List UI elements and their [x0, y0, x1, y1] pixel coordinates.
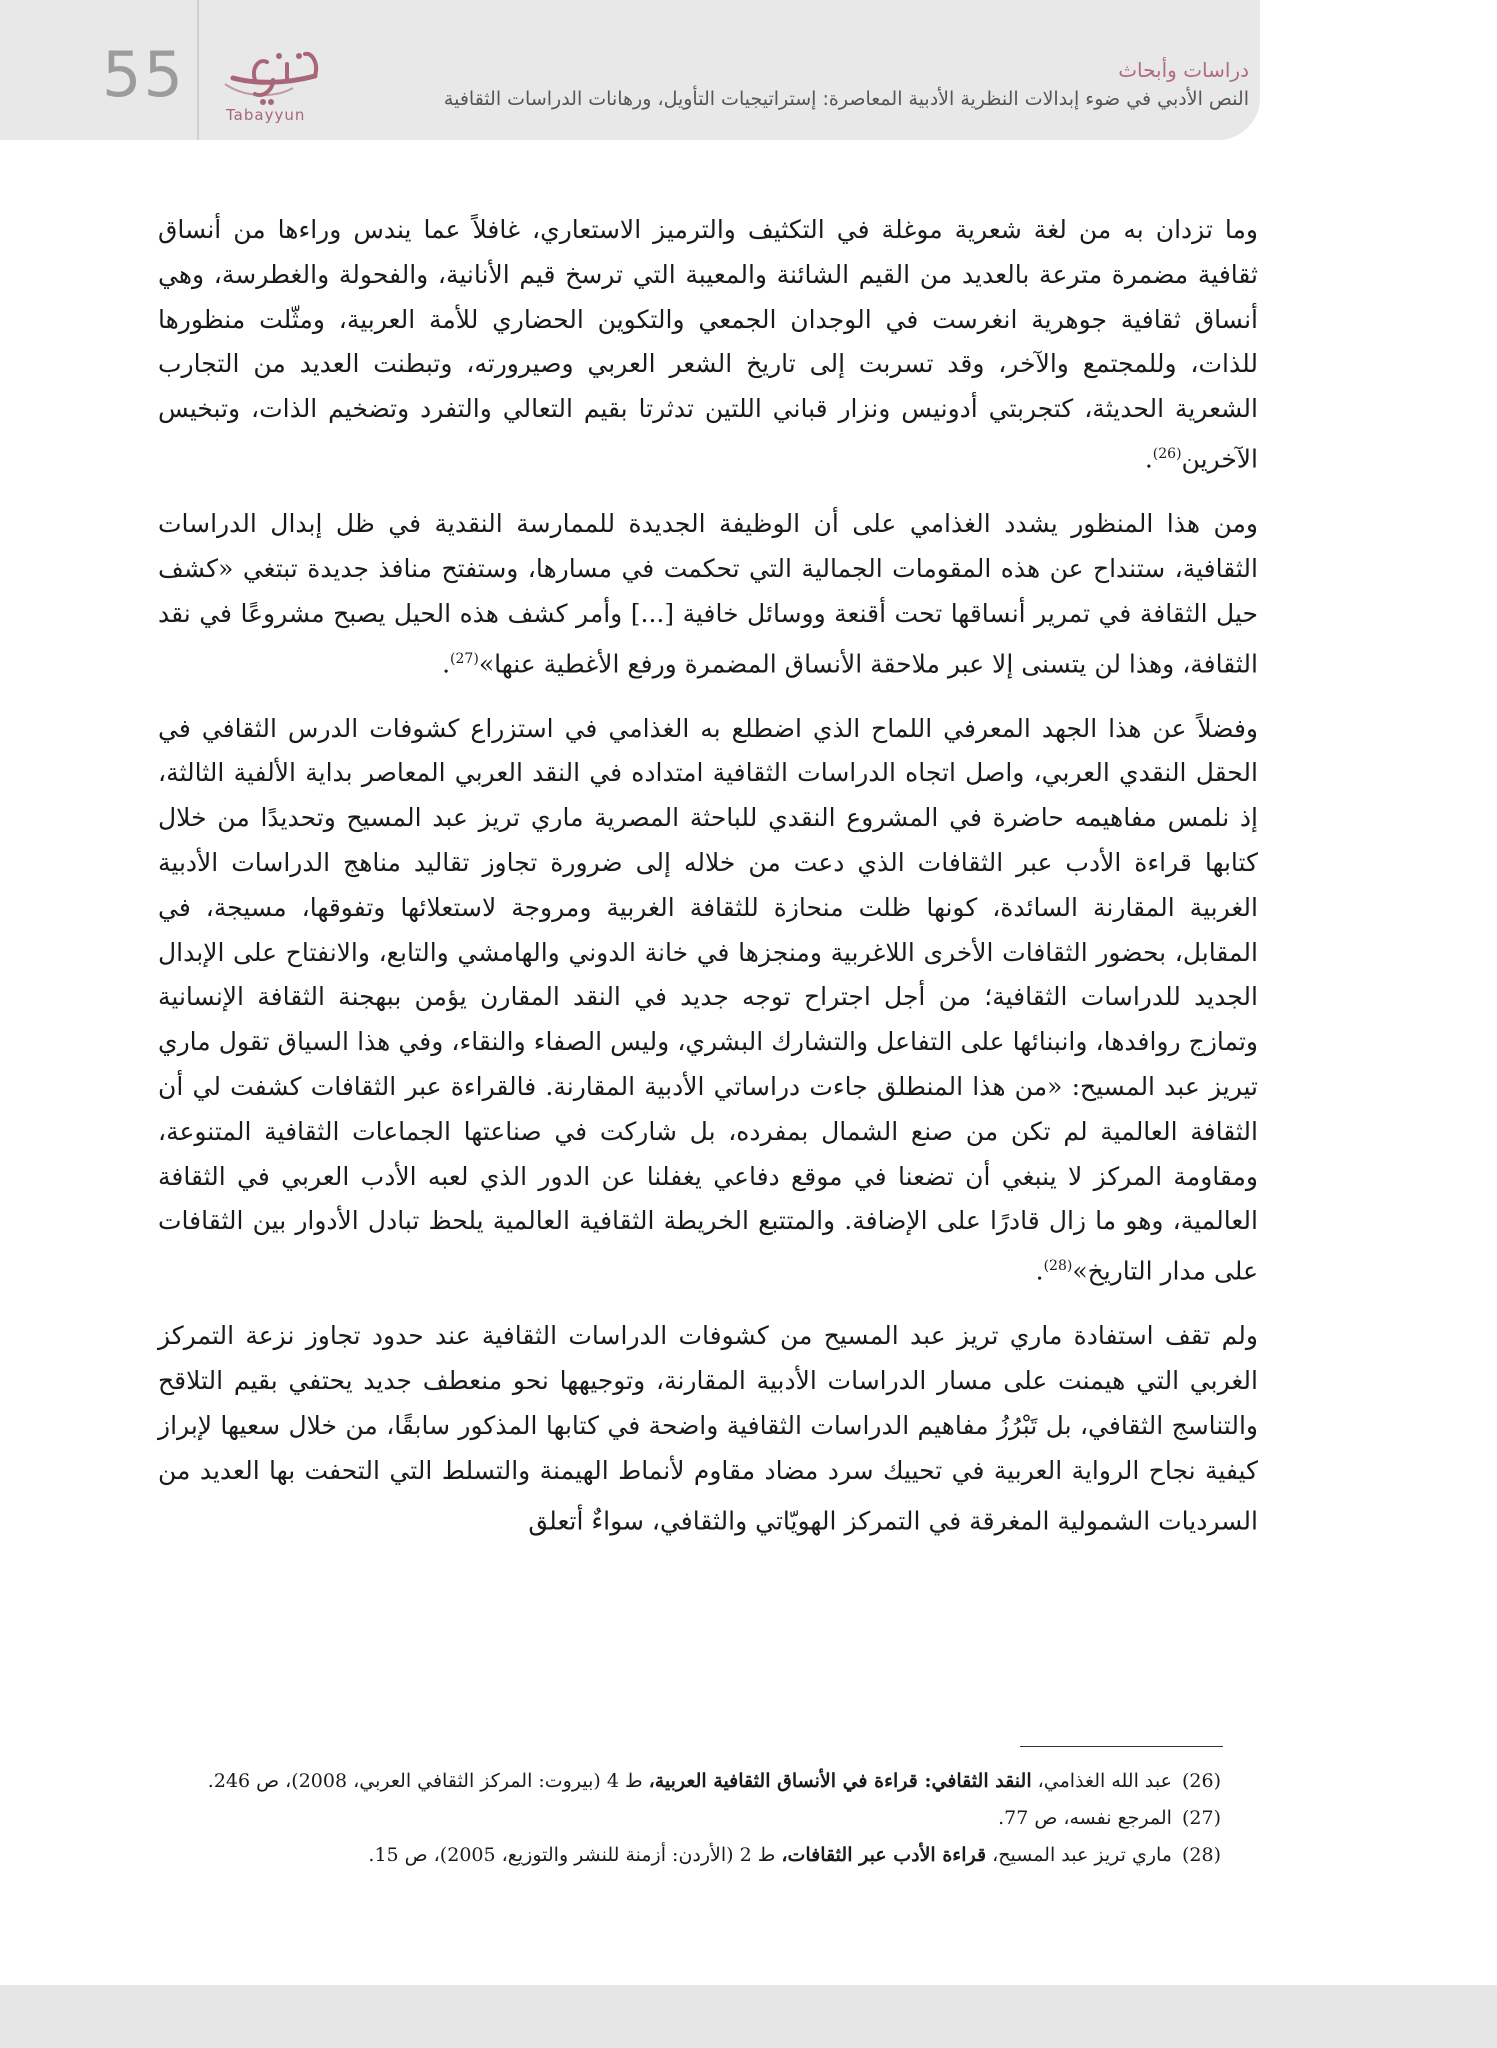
- article-body: [158, 208, 1258, 1564]
- footnote-ref-27[interactable]: (27): [450, 650, 479, 667]
- footnote-26: (26)عبد الله الغذامي، النقد الثقافي: قراءة في الأنساق الثقافية العربية، ط 4 (بيروت: المركز الثقافي العربي، 2008)، ص 246.: [207, 1770, 1221, 1792]
- footnote-ref-26[interactable]: (26): [1152, 445, 1182, 462]
- footnote-book-title: قراءة الأدب عبر الثقافات،: [781, 1844, 987, 1866]
- page-footer-band: [0, 1985, 1497, 2048]
- page-number: 55: [102, 38, 185, 111]
- paragraph-3: وفضلاً عن هذا الجهد المعرفي اللماح الذي اضطلع به الغذامي في استزراع كشوفات الدرس الثقافي في الحقل النقدي العربي، واصل اتجاه الدراسات الثقافية امتداده في النقد العربي المعاصر بداية الألفية الثالثة، إذ نلمس مفاهيمه حاضرة في المشروع النقدي للباحثة المصرية ماري تريز عبد المسيح وتحديدًا من خلال كتابها قراءة الأدب عبر الثقافات الذي دعت من خلاله إلى ضرورة تجاوز تقاليد مناهج الدراسات الأدبية الغربية المقارنة السائدة، كونها ظلت منحازة للثقافة الغربية ومروجة لاستعلائها وتفوقها، مسيجة، في المقابل، بحضور الثقافات الأخرى اللاغربية ومنجزها في خانة الدوني والهامشي والتابع، والانفتاح على الإبدال الجديد للدراسات الثقافية؛ من أجل اجتراح توجه جديد في النقد المقارن يؤمن ببهجنة الثقافة الإنسانية وتمازج روافدها، وانبنائها على التفاعل والتشارك البشري، وليس الصفاء والنقاء، وفي هذا السياق تقول ماري تيريز عبد المسيح: «من هذا المنطلق جاءت دراساتي الأدبية المقارنة. فالقراءة عبر الثقافات كشفت لي أن الثقافة العالمية لم تكن من صنع الشمال بمفرده، بل شاركت في صناعتها الجماعات الثقافية المتنوعة، ومقاومة المركز لا ينبغي أن تضعنا في موقع دفاعي يغفلنا عن الدور الذي لعبه الأدب العربي في الثقافة العالمية، وهو ما زال قادرًا على الإضافة. والمتتبع الخريطة الثقافية العالمية يلحظ تبادل الأدوار بين الثقافات على مدار التاريخ»$^{(28)}$.: [158, 713, 1258, 1286]
- footnote-27: (27)المرجع نفسه، ص 77.: [998, 1807, 1221, 1829]
- footnote-ref-28[interactable]: (28): [1043, 1258, 1073, 1275]
- footnotes: [158, 1763, 1221, 1874]
- paragraph-1: وما تزدان به من لغة شعرية موغلة في التكثيف والترميز الاستعاري، غافلاً عما يندس وراءها من أنساق ثقافية مضمرة مترعة بالعديد من القيم الشائنة والمعيبة التي ترسخ قيم الأنانية، والفحولة والغطرسة، وهي أنساق ثقافية جوهرية انغرست في الوجدان الجمعي والتكوين الحضاري للأمة العربية، ومثّلت منظورها للذات، وللمجتمع والآخر، وقد تسربت إلى تاريخ الشعر العربي وصيرورته، وتبطنت العديد من التجارب الشعرية الحديثة، كتجربتي أدونيس ونزار قباني اللتين تدثرتا بقيم التعالي والتفرد وتضخيم الذات، وتبخيس الآخرين$^{(26)}$.: [158, 215, 1258, 474]
- footnote-book-title: النقد الثقافي: قراءة في الأنساق الثقافية العربية،: [648, 1770, 1032, 1792]
- footnote-28: (28)ماري تريز عبد المسيح، قراءة الأدب عبر الثقافات، ط 2 (الأردن: أزمنة للنشر والتوزيع، 2005)، ص 15.: [368, 1844, 1221, 1866]
- header-divider: [197, 0, 199, 140]
- paragraph-2: ومن هذا المنظور يشدد الغذامي على أن الوظيفة الجديدة للممارسة النقدية في ظل إبدال الدراسات الثقافية، ستنداح عن هذه المقومات الجمالية التي تحكمت في مسارها، وستفتح منافذ جديدة تبتغي «كشف حيل الثقافة في تمرير أنساقها تحت أقنعة ووسائل خافية [...] وأمر كشف هذه الحيل يصبح مشروعًا في نقد الثقافة، وهذا لن يتسنى إلا عبر ملاحقة الأنساق المضمرة ورفع الأغطية عنها»$^{(27)}$.: [158, 509, 1258, 678]
- running-title: النص الأدبي في ضوء إبدالات النظرية الأدبية المعاصرة: إستراتيجيات التأويل، ورهانات الدراسات الثقافية: [443, 88, 1249, 110]
- footnote-separator: [1020, 1746, 1223, 1747]
- logo-wordmark: Tabayyun: [226, 106, 306, 124]
- paragraph-4: ولم تقف استفادة ماري تريز عبد المسيح من كشوفات الدراسات الثقافية عند حدود تجاوز نزعة التمركز الغربي التي هيمنت على مسار الدراسات الأدبية المقارنة، وتوجيهها نحو منعطف جديد يحتفي بقيم التلاقح والتناسج الثقافي، بل تَبْرُزُ مفاهيم الدراسات الثقافية واضحة في كتابها المذكور سابقًا، من خلال سعيها لإبراز كيفية نجاح الرواية العربية في تحييك سرد مضاد مقاوم لأنماط الهيمنة والتسلط التي التحفت بها العديد من السرديات الشمولية المغرقة في التمركز الهويّاتي والثقافي، سواءٌ أتعلق: [158, 1321, 1258, 1535]
- section-label: دراسات وأبحاث: [1118, 58, 1249, 82]
- page-header: [0, 0, 1260, 140]
